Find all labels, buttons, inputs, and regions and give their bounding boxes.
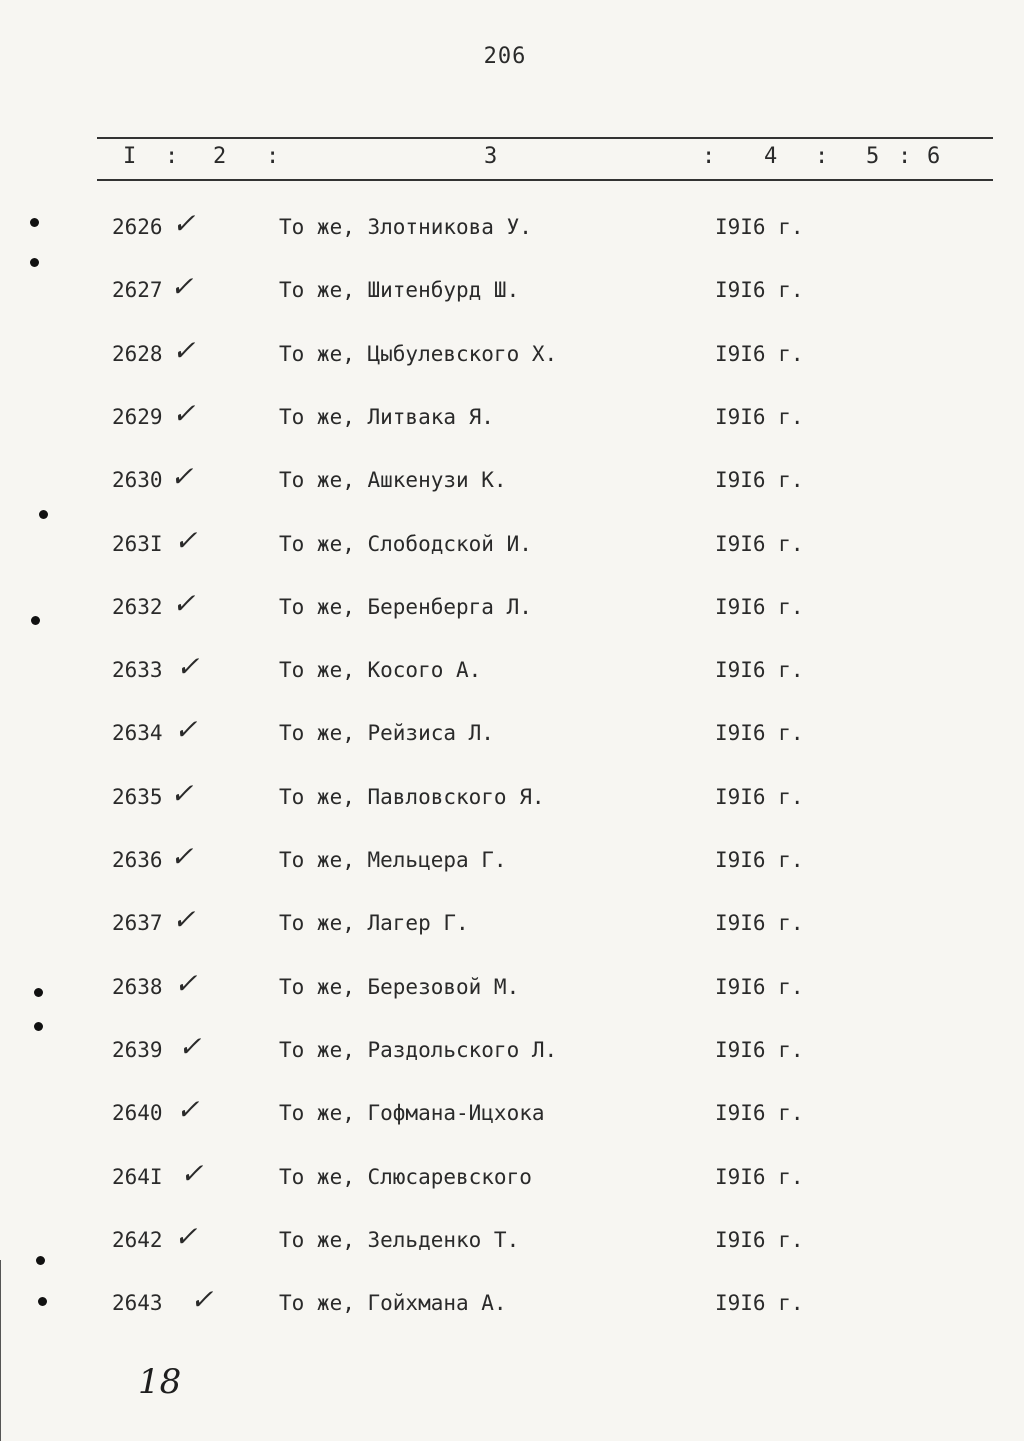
record-number: 263I — [112, 532, 163, 556]
record-year: I9I6 г. — [715, 342, 804, 366]
record-description: То же, Шитенбурд Ш. — [279, 278, 520, 302]
record-description: То же, Гойхмана А. — [279, 1291, 507, 1315]
record-description: То же, Ашкенузи К. — [279, 468, 507, 492]
column-separator: : — [898, 144, 912, 169]
table-row — [0, 270, 1024, 318]
checkmark-icon: ✓ — [172, 334, 196, 367]
table-row — [0, 840, 1024, 888]
table-row — [0, 460, 1024, 508]
record-number: 2643 — [112, 1291, 163, 1315]
record-number: 2635 — [112, 785, 163, 809]
record-number: 2637 — [112, 911, 163, 935]
column-separator: : — [165, 144, 179, 169]
record-description: То же, Слюсаревского — [279, 1165, 532, 1189]
punch-hole — [30, 218, 39, 227]
checkmark-icon: ✓ — [176, 650, 200, 683]
record-number: 2636 — [112, 848, 163, 872]
column-header-3: 3 — [484, 144, 498, 169]
record-number: 2630 — [112, 468, 163, 492]
record-description: То же, Литвака Я. — [279, 405, 494, 429]
table-row — [0, 1093, 1024, 1141]
record-year: I9I6 г. — [715, 468, 804, 492]
record-year: I9I6 г. — [715, 1228, 804, 1252]
record-number: 2632 — [112, 595, 163, 619]
record-year: I9I6 г. — [715, 1165, 804, 1189]
record-number: 264I — [112, 1165, 163, 1189]
column-header-5: 5 — [866, 144, 880, 169]
record-description: То же, Мельцера Г. — [279, 848, 507, 872]
page-edge-line — [0, 1260, 1, 1441]
checkmark-icon: ✓ — [176, 1093, 200, 1126]
record-number: 2628 — [112, 342, 163, 366]
record-year: I9I6 г. — [715, 1291, 804, 1315]
record-description: То же, Павловского Я. — [279, 785, 545, 809]
checkmark-icon: ✓ — [170, 460, 194, 493]
table-row — [0, 397, 1024, 445]
record-description: То же, Цыбулевского Х. — [279, 342, 558, 366]
checkmark-icon: ✓ — [172, 207, 196, 240]
record-description: То же, Лагер Г. — [279, 911, 469, 935]
record-description: То же, Слободской И. — [279, 532, 532, 556]
table-row — [0, 1030, 1024, 1078]
record-year: I9I6 г. — [715, 405, 804, 429]
record-description: То же, Рейзиса Л. — [279, 721, 494, 745]
punch-hole — [34, 988, 43, 997]
record-number: 2633 — [112, 658, 163, 682]
record-year: I9I6 г. — [715, 848, 804, 872]
record-year: I9I6 г. — [715, 1101, 804, 1125]
handwritten-note: 18 — [138, 1362, 182, 1402]
record-number: 2640 — [112, 1101, 163, 1125]
checkmark-icon: ✓ — [170, 777, 194, 810]
table-row — [0, 587, 1024, 635]
record-year: I9I6 г. — [715, 911, 804, 935]
column-header-6: 6 — [927, 144, 941, 169]
record-number: 2626 — [112, 215, 163, 239]
checkmark-icon: ✓ — [172, 397, 196, 430]
record-number: 2642 — [112, 1228, 163, 1252]
record-description: То же, Зельденко Т. — [279, 1228, 520, 1252]
checkmark-icon: ✓ — [170, 840, 194, 873]
table-row — [0, 1283, 1024, 1331]
column-header-4: 4 — [764, 144, 778, 169]
record-year: I9I6 г. — [715, 658, 804, 682]
record-year: I9I6 г. — [715, 532, 804, 556]
record-number: 2639 — [112, 1038, 163, 1062]
column-header-1: I — [123, 144, 137, 169]
checkmark-icon: ✓ — [174, 967, 198, 1000]
table-row — [0, 967, 1024, 1015]
checkmark-icon: ✓ — [190, 1283, 214, 1316]
column-header-2: 2 — [213, 144, 227, 169]
table-row — [0, 777, 1024, 825]
checkmark-icon: ✓ — [174, 713, 198, 746]
table-row — [0, 334, 1024, 382]
punch-hole — [30, 258, 39, 267]
record-description: То же, Гофмана-Ицхока — [279, 1101, 545, 1125]
record-description: То же, Раздольского Л. — [279, 1038, 558, 1062]
table-row — [0, 650, 1024, 698]
record-number: 2634 — [112, 721, 163, 745]
checkmark-icon: ✓ — [172, 587, 196, 620]
punch-hole — [39, 510, 48, 519]
record-year: I9I6 г. — [715, 215, 804, 239]
column-separator: : — [702, 144, 716, 169]
record-description: То же, Косого А. — [279, 658, 482, 682]
checkmark-icon: ✓ — [174, 1220, 198, 1253]
record-number: 2638 — [112, 975, 163, 999]
punch-hole — [31, 616, 40, 625]
header-bottom-rule — [97, 179, 993, 181]
record-year: I9I6 г. — [715, 278, 804, 302]
table-row — [0, 524, 1024, 572]
record-year: I9I6 г. — [715, 595, 804, 619]
record-number: 2627 — [112, 278, 163, 302]
punch-hole — [38, 1297, 47, 1306]
record-year: I9I6 г. — [715, 721, 804, 745]
record-description: То же, Беренберга Л. — [279, 595, 532, 619]
column-separator: : — [815, 144, 829, 169]
table-row — [0, 207, 1024, 255]
table-row — [0, 903, 1024, 951]
table-row — [0, 1220, 1024, 1268]
checkmark-icon: ✓ — [174, 524, 198, 557]
checkmark-icon: ✓ — [180, 1157, 204, 1190]
checkmark-icon: ✓ — [178, 1030, 202, 1063]
record-year: I9I6 г. — [715, 785, 804, 809]
record-description: То же, Злотникова У. — [279, 215, 532, 239]
record-year: I9I6 г. — [715, 1038, 804, 1062]
table-row — [0, 1157, 1024, 1205]
record-description: То же, Березовой М. — [279, 975, 520, 999]
punch-hole — [36, 1256, 45, 1265]
page-number: 206 — [483, 44, 527, 69]
record-number: 2629 — [112, 405, 163, 429]
punch-hole — [34, 1022, 43, 1031]
header-top-rule — [97, 137, 993, 139]
record-year: I9I6 г. — [715, 975, 804, 999]
checkmark-icon: ✓ — [170, 270, 194, 303]
table-row — [0, 713, 1024, 761]
column-separator: : — [266, 144, 280, 169]
checkmark-icon: ✓ — [172, 903, 196, 936]
